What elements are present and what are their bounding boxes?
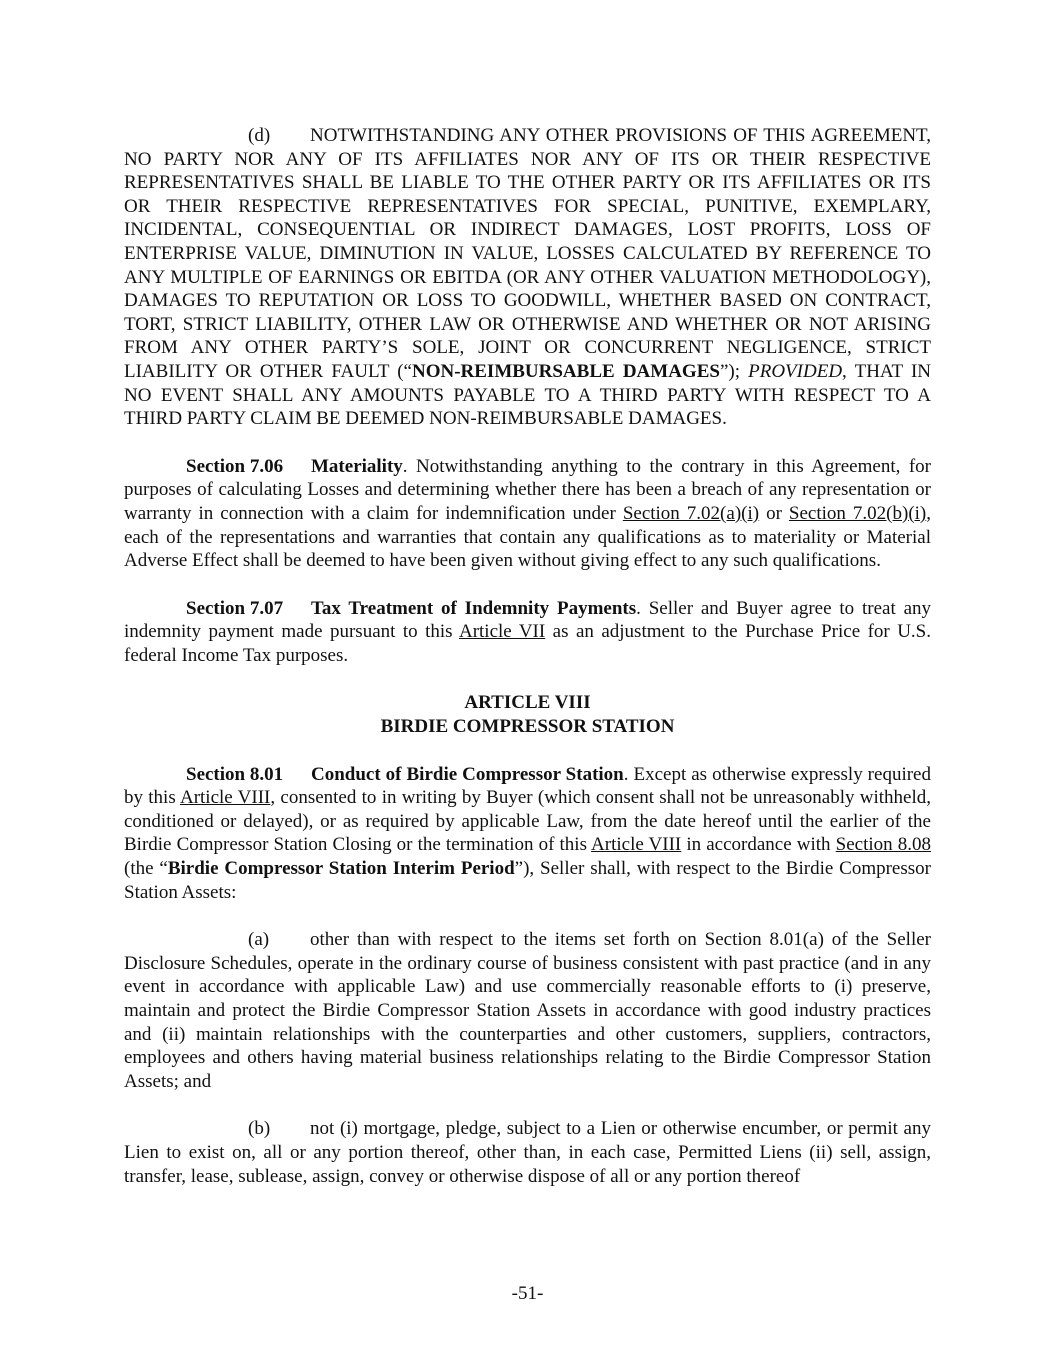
section-number: Section 8.01 [186,763,284,785]
cross-reference-link[interactable]: Article VII [458,621,546,643]
section-8-01 [124,763,931,905]
section-text: ”), Seller shall, with respect to the Birdie Compressor Station Assets: [124,858,931,903]
section-text: (the “ [124,858,168,880]
clause-label: (d) [248,125,271,146]
article-number: ARTICLE VIII [464,692,591,714]
section-title: Tax Treatment of Indemnity Payments [311,597,637,619]
cross-reference-link[interactable]: Article VIII [179,787,271,809]
article-title: BIRDIE COMPRESSOR STATION [380,716,675,738]
defined-term: Birdie Compressor Station Interim Period [167,858,515,880]
clause-text: , THAT IN NO EVENT SHALL ANY AMOUNTS PAYABLE TO A THIRD PARTY WITH RESPECT TO A THIRD PARTY CLAIM BE DEEMED NON-REIMBURSABLE DAMAGES. [124,360,931,430]
cross-reference-link[interactable]: Section 8.08 [835,834,931,856]
section-number: Section 7.06 [186,455,284,477]
provided-term: PROVIDED [748,360,843,382]
section-text: , consented to in writing by Buyer (which consent shall not be unreasonably withheld, conditioned or delayed), or as required by applicable Law, from the date hereof until the earlier of the Birdie Compressor Station Closing or the termination of this [124,787,931,856]
clause-label: (b) [248,1118,271,1140]
clause-text: other than with respect to the items set forth on Section 8.01(a) of the Seller Disclosure Schedules, operate in the ordinary course of business consistent with past practice (and in any event in accordance with applicable Law) and use commercially reasonable efforts to (i) preserve, maintain and protect the Birdie Compressor Station Assets in accordance with good industry practices and (ii) maintain relationships with the counterparties and other customers, suppliers, contractors, employees and others having material business relationships relating to the Birdie Compressor Station Assets; and [124,929,931,1092]
clause-8-01-a [124,928,931,1093]
clause-7-05-d [124,124,931,431]
section-text: . Seller and Buyer agree to treat any indemnity payment made pursuant to this [124,597,932,643]
section-text: in accordance with [681,834,836,856]
section-text: or [759,502,789,524]
page-body [124,124,931,1188]
cross-reference-link[interactable]: Section 7.02(b)(i) [788,502,927,524]
page-number: -51- [511,1283,544,1304]
clause-text: NOTWITHSTANDING ANY OTHER PROVISIONS OF THIS AGREEMENT, NO PARTY NOR ANY OF ITS AFFILIATES NOR ANY OF ITS OR THEIR RESPECTIVE REPRESENTATIVES SHALL BE LIABLE TO THE OTHER PARTY OR ITS AFFILIATES OR ITS OR THEIR RESPECTIVE REPRESENTATIVES FOR SPECIAL, PUNITIVE, EXEMPLARY, INCIDENTAL, CONSEQUENTIAL OR INDIRECT DAMAGES, LOST PROFITS, LOSS OF ENTERPRISE VALUE, DIMINUTION IN VALUE, LOSSES CALCULATED BY REFERENCE TO ANY MULTIPLE OF EARNINGS OR EBITDA (OR ANY OTHER VALUATION METHODOLOGY), DAMAGES TO REPUTATION OR LOSS TO GOODWILL, WHETHER BASED ON CONTRACT, TORT, STRICT LIABILITY, OTHER LAW OR OTHERWISE AND WHETHER OR NOT ARISING FROM ANY OTHER PARTY’S SOLE, JOINT OR CONCURRENT NEGLIGENCE, STRICT LIABILITY OR OTHER FAULT (“ [124,125,931,382]
section-7-07 [124,597,931,668]
section-text: . Notwithstanding anything to the contrary in this Agreement, for purposes of calculating Losses and determining whether there has been a breach of any representation or warranty in connection with a claim for indemnification under [124,455,931,524]
defined-term: NON-REIMBURSABLE DAMAGES [411,360,720,382]
section-text: . Except as otherwise expressly required by this [124,763,931,809]
section-7-06 [124,455,931,573]
section-number: Section 7.07 [186,597,284,619]
clause-label: (a) [248,929,270,951]
section-text: as an adjustment to the Purchase Price for U.S. federal Income Tax purposes. [124,621,932,666]
clause-8-01-b [124,1117,931,1188]
cross-reference-link[interactable]: Article VIII [591,834,682,856]
section-title: Conduct of Birdie Compressor Station [311,763,624,785]
article-heading [124,691,931,738]
section-text: , each of the representations and warranties that contain any qualifications as to materiality or Material Adverse Effect shall be deemed to have been given without giving effect to any such qualifications. [124,502,932,572]
section-title: Materiality [311,455,403,477]
clause-text: not (i) mortgage, pledge, subject to a Lien or otherwise encumber, or permit any Lien to exist on, all or any portion thereof, other than, in each case, Permitted Liens (ii) sell, assign, transfer, lease, sublease, assign, convey or otherwise dispose of all or any portion thereof [124,1118,931,1187]
cross-reference-link[interactable]: Section 7.02(a)(i) [622,502,760,524]
clause-text: ”); [719,360,749,382]
